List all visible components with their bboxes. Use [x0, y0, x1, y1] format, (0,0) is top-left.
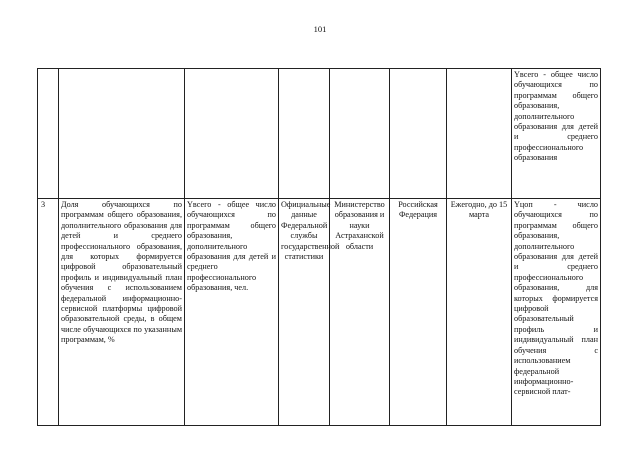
- cell-data-source: Официальные данные Федеральной службы государственной статистики: [279, 199, 330, 426]
- cell-indicator-name: [59, 69, 185, 199]
- cell-definition: [185, 69, 279, 199]
- cell-frequency: Ежегодно, до 15 марта: [447, 199, 512, 426]
- cell-notes: Yцоп - число обучающихся по программам общего образования, дополнительного образования для детей и среднего профессионального образования, для которых формируется цифровой образовательный профиль и индивидуальный план обучения с использованием федеральной информационно-сервисной плат-: [512, 199, 601, 426]
- cell-responsible: [330, 69, 390, 199]
- cell-definition: Yвсего - общее число обучающихся по программам общего образования, дополнительного образования для детей и среднего профессионального образования, чел.: [185, 199, 279, 426]
- cell-level: Российская Федерация: [390, 199, 447, 426]
- cell-number: [38, 69, 59, 199]
- cell-number: 3: [38, 199, 59, 426]
- cell-frequency: [447, 69, 512, 199]
- cell-data-source: [279, 69, 330, 199]
- cell-responsible: Министерство образования и науки Астраханской области: [330, 199, 390, 426]
- table-row: [38, 69, 601, 199]
- table-row: [38, 199, 601, 426]
- cell-indicator-name: Доля обучающихся по программам общего образования, дополнительного образования для детей и среднего профессионального образования, для которых формируется цифровой образовательный профиль и индивидуальный план обучения с использованием федеральной информационно-сервисной платформы цифровой образовательной среды, в общем числе обучающихся по указанным программам, %: [59, 199, 185, 426]
- indicator-table: [37, 68, 601, 426]
- cell-level: [390, 69, 447, 199]
- cell-notes: Yвсего - общее число обучающихся по программам общего образования, дополнительного образования для детей и среднего профессионального образования: [512, 69, 601, 199]
- page-number: 101: [313, 24, 327, 34]
